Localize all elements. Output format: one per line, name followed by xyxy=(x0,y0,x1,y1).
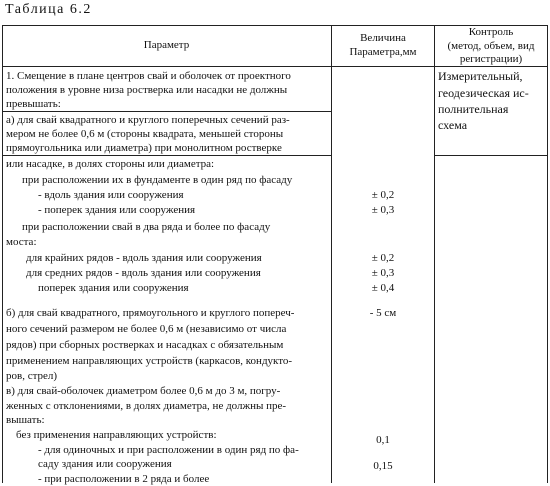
table-caption: Таблица 6.2 xyxy=(5,2,92,17)
header-bottom-line xyxy=(2,66,548,67)
value-cell: - 5 см xyxy=(369,307,397,319)
parameters-table xyxy=(2,25,548,483)
param-line: моста: xyxy=(6,236,37,248)
param-line: положения в уровне низа ростверка или насадки не должны xyxy=(6,84,288,96)
param-line: вышать: xyxy=(6,414,45,426)
param-line: ного сечений размером не более 0,6 м (независимо от числа xyxy=(6,323,287,335)
param-line: - при расположении в 2 ряда и более xyxy=(38,473,210,485)
param-line: - вдоль здания или сооружения xyxy=(38,189,184,201)
column-divider-2 xyxy=(434,25,435,483)
header-param: Параметр xyxy=(143,39,190,51)
header-value-line1: Величина xyxy=(360,32,406,44)
value-cell: ± 0,3 xyxy=(371,204,395,216)
param-line: при расположении их в фундаменте в один ряд по фасаду xyxy=(22,174,293,186)
param-line: для крайних рядов - вдоль здания или сооружения xyxy=(26,252,262,264)
row-divider-1 xyxy=(2,111,332,112)
param-line: поперек здания или сооружения xyxy=(38,282,189,294)
value-cell: ± 0,2 xyxy=(371,252,395,264)
value-cell: 0,1 xyxy=(376,434,390,446)
param-line: рядов) при сборных ростверках и насадках с обязательным xyxy=(6,339,284,351)
param-line: применением направляющих устройств (каркасов, кондукто- xyxy=(6,355,293,367)
param-line: в) для свай-оболочек диаметром более 0,6 м до 3 м, погру- xyxy=(6,385,281,397)
header-value-line2: Параметра,мм xyxy=(349,46,417,58)
param-line: - поперек здания или сооружения xyxy=(38,204,196,216)
param-line: превышать: xyxy=(6,98,61,110)
param-line: ров, стрел) xyxy=(6,370,58,382)
param-line: - для одиночных и при расположении в один ряд по фа- xyxy=(38,444,299,456)
param-line: или насадке, в долях стороны или диаметра: xyxy=(6,158,215,170)
param-line: б) для свай квадратного, прямоугольного и круглого попереч- xyxy=(6,307,295,319)
param-line: без применения направляющих устройств: xyxy=(16,429,217,441)
param-line: мером не более 0,6 м (стороны квадрата, меньшей стороны xyxy=(6,128,284,140)
param-line: для средних рядов - вдоль здания или сооружения xyxy=(26,267,261,279)
value-cell: ± 0,4 xyxy=(371,282,395,294)
control-method-line: полнительная xyxy=(438,102,509,116)
control-method-line: геодезическая ис- xyxy=(438,86,529,100)
header-control-line1: Контроль xyxy=(468,26,514,38)
row-divider-2 xyxy=(2,155,332,156)
param-line: женных с отклонениями, в долях диаметра, не должны пре- xyxy=(6,400,287,412)
header-control-line2: (метод, объем, вид xyxy=(447,40,535,52)
param-line: а) для свай квадратного и круглого поперечных сечений раз- xyxy=(6,114,290,126)
table-border-left xyxy=(2,25,3,483)
value-cell: 0,15 xyxy=(373,460,393,472)
control-method-line: схема xyxy=(438,118,468,132)
param-line: при расположении свай в два ряда и более по фасаду xyxy=(22,221,271,233)
value-cell: ± 0,2 xyxy=(371,189,395,201)
table-border-right xyxy=(547,25,548,483)
header-control-line3: регистрации) xyxy=(459,53,523,65)
param-line: 1. Смещение в плане центров свай и оболочек от проектного xyxy=(6,70,291,82)
control-method-line: Измерительный, xyxy=(438,69,523,83)
value-cell: ± 0,3 xyxy=(371,267,395,279)
param-line: саду здания или сооружения xyxy=(38,458,172,470)
control-cell-divider xyxy=(434,155,548,156)
param-line: прямоугольника или диаметра) при монолитном ростверке xyxy=(6,142,282,154)
